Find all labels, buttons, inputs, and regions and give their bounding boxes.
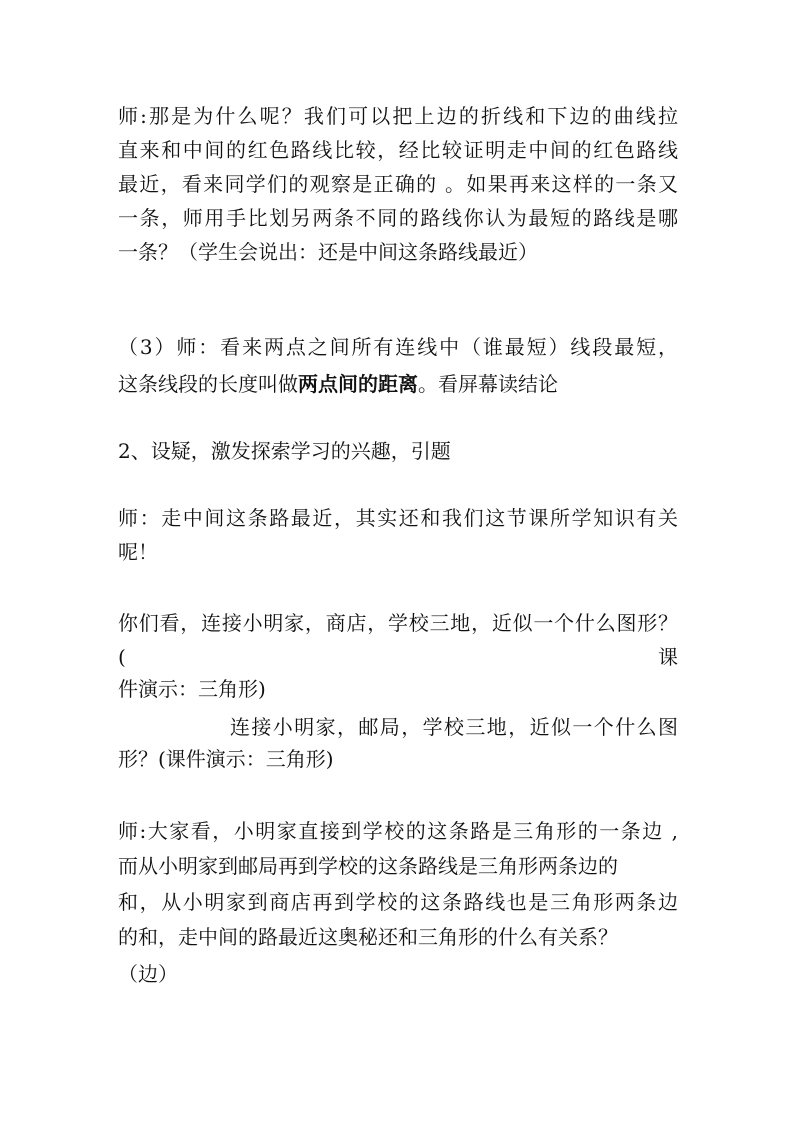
text-segment: 这条线段的长度叫做: [118, 372, 298, 396]
text-line: 一条，师用手比划另两条不同的路线你认为最短的路线是哪: [118, 206, 678, 230]
paragraph-triangle-shop: [118, 606, 678, 704]
text-line: 最近，看来同学们的观察是正确的 。如果再来这样的一条又: [118, 172, 678, 196]
paragraph-section-2-heading: [118, 434, 678, 468]
paragraph-teacher-shortest: [118, 501, 678, 569]
text-line: 直来和中间的红色路线比较，经比较证明走中间的红色路线: [118, 138, 678, 162]
text-line: （边）: [118, 962, 178, 986]
paragraph-teacher-why: [118, 99, 678, 269]
text-line: 师:那是为什么呢？我们可以把上边的折线和下边的曲线拉: [118, 104, 678, 128]
text-line: 和，从小明家到商店再到学校的这条路线也是三角形两条边: [118, 890, 678, 914]
text-line: [118, 364, 678, 404]
text-line: 师:大家看，小明家直接到学校的这条路是三角形的一条边 ,: [118, 819, 678, 843]
paragraph-triangle-sides: [118, 814, 678, 993]
text-line: 而从小明家到邮局再到学校的这条路线是三角形两条边的: [118, 854, 618, 878]
paragraph-distance-definition: [118, 330, 678, 404]
text-line: 件演示：三角形): [118, 677, 266, 701]
text-line: 你们看，连接小明家，商店，学校三地，近似一个什么图形？(课: [118, 611, 678, 669]
text-line: 连接小明家，邮局，学校三地，近似一个什么图: [230, 715, 678, 739]
paragraph-triangle-post-office: [118, 710, 678, 774]
text-line: 形？(课件演示：三角形): [118, 747, 334, 771]
bold-term-distance: 两点间的距离: [298, 372, 418, 396]
text-line: 的和，走中间的路最近这奥秘还和三角形的什么有关系？: [118, 925, 618, 949]
text-line: 一条？（学生会说出：还是中间这条路线最近）: [118, 240, 538, 264]
text-line: 师：走中间这条路最近，其实还和我们这节课所学知识有关: [118, 506, 678, 530]
text-segment: 。看屏幕读结论: [418, 372, 558, 396]
text-line: 2、设疑，激发探索学习的兴趣，引题: [118, 439, 451, 463]
text-line: （3）师：看来两点之间所有连线中（谁最短）线段最短，: [118, 335, 678, 359]
text-line: 呢！: [118, 540, 158, 564]
